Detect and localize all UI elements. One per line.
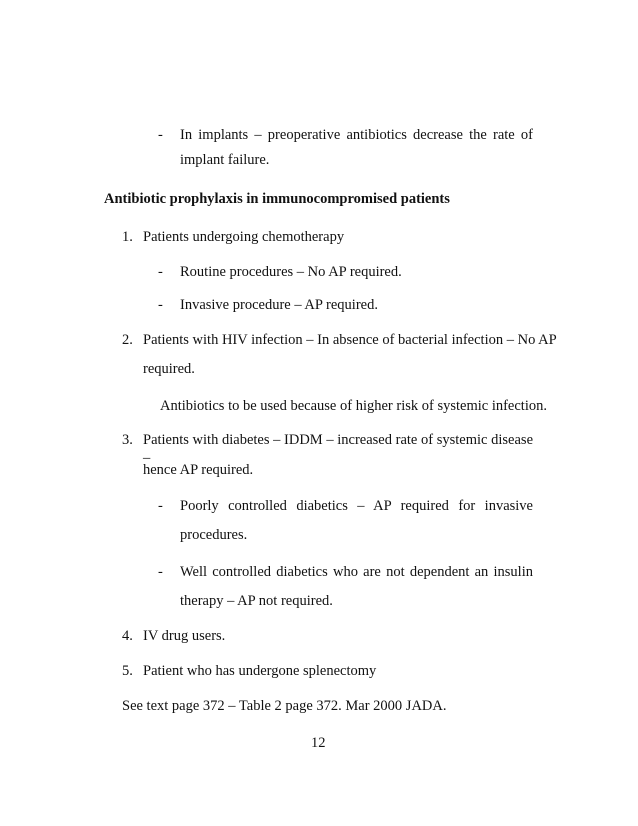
- implants-line-1: In implants – preoperative antibiotics decrease the rate of: [180, 127, 533, 143]
- bullet-dash: -: [158, 264, 163, 280]
- list-item-1: Patients undergoing chemotherapy: [143, 229, 345, 245]
- bullet-dash: -: [158, 297, 163, 313]
- list-number-5: 5.: [122, 663, 133, 679]
- bullet-dash: -: [158, 127, 163, 143]
- list-item-4: IV drug users.: [143, 628, 226, 644]
- list-number-4: 4.: [122, 628, 133, 644]
- list-item-3-sub-2-line-2: therapy – AP not required.: [180, 593, 333, 609]
- list-item-3-line-2: hence AP required.: [143, 462, 254, 478]
- page-number: 12: [311, 735, 326, 751]
- list-item-3-sub-2-line-1: Well controlled diabetics who are not dependent an insulin: [180, 564, 533, 580]
- list-item-5: Patient who has undergone splenectomy: [143, 663, 377, 679]
- list-item-3-line-1: Patients with diabetes – IDDM – increased rate of systemic disease –: [143, 432, 533, 466]
- implants-line-2: implant failure.: [180, 152, 270, 168]
- list-number-1: 1.: [122, 229, 133, 245]
- bullet-dash: -: [158, 498, 163, 514]
- list-item-2-line-2: required.: [143, 361, 195, 377]
- list-item-2-note: Antibiotics to be used because of higher risk of systemic infection.: [160, 398, 547, 414]
- list-number-2: 2.: [122, 332, 133, 348]
- list-item-3-sub-1-line-1: Poorly controlled diabetics – AP required for invasive: [180, 498, 533, 514]
- reference-line: See text page 372 – Table 2 page 372. Mar 2000 JADA.: [122, 698, 447, 714]
- list-item-1-sub-2: Invasive procedure – AP required.: [180, 297, 378, 313]
- list-item-3-sub-1-line-2: procedures.: [180, 527, 248, 543]
- list-item-2-line-1: Patients with HIV infection – In absence of bacterial infection – No AP: [143, 332, 557, 348]
- bullet-dash: -: [158, 564, 163, 580]
- list-number-3: 3.: [122, 432, 133, 448]
- list-item-1-sub-1: Routine procedures – No AP required.: [180, 264, 402, 280]
- section-heading: Antibiotic prophylaxis in immunocompromised patients: [104, 191, 450, 207]
